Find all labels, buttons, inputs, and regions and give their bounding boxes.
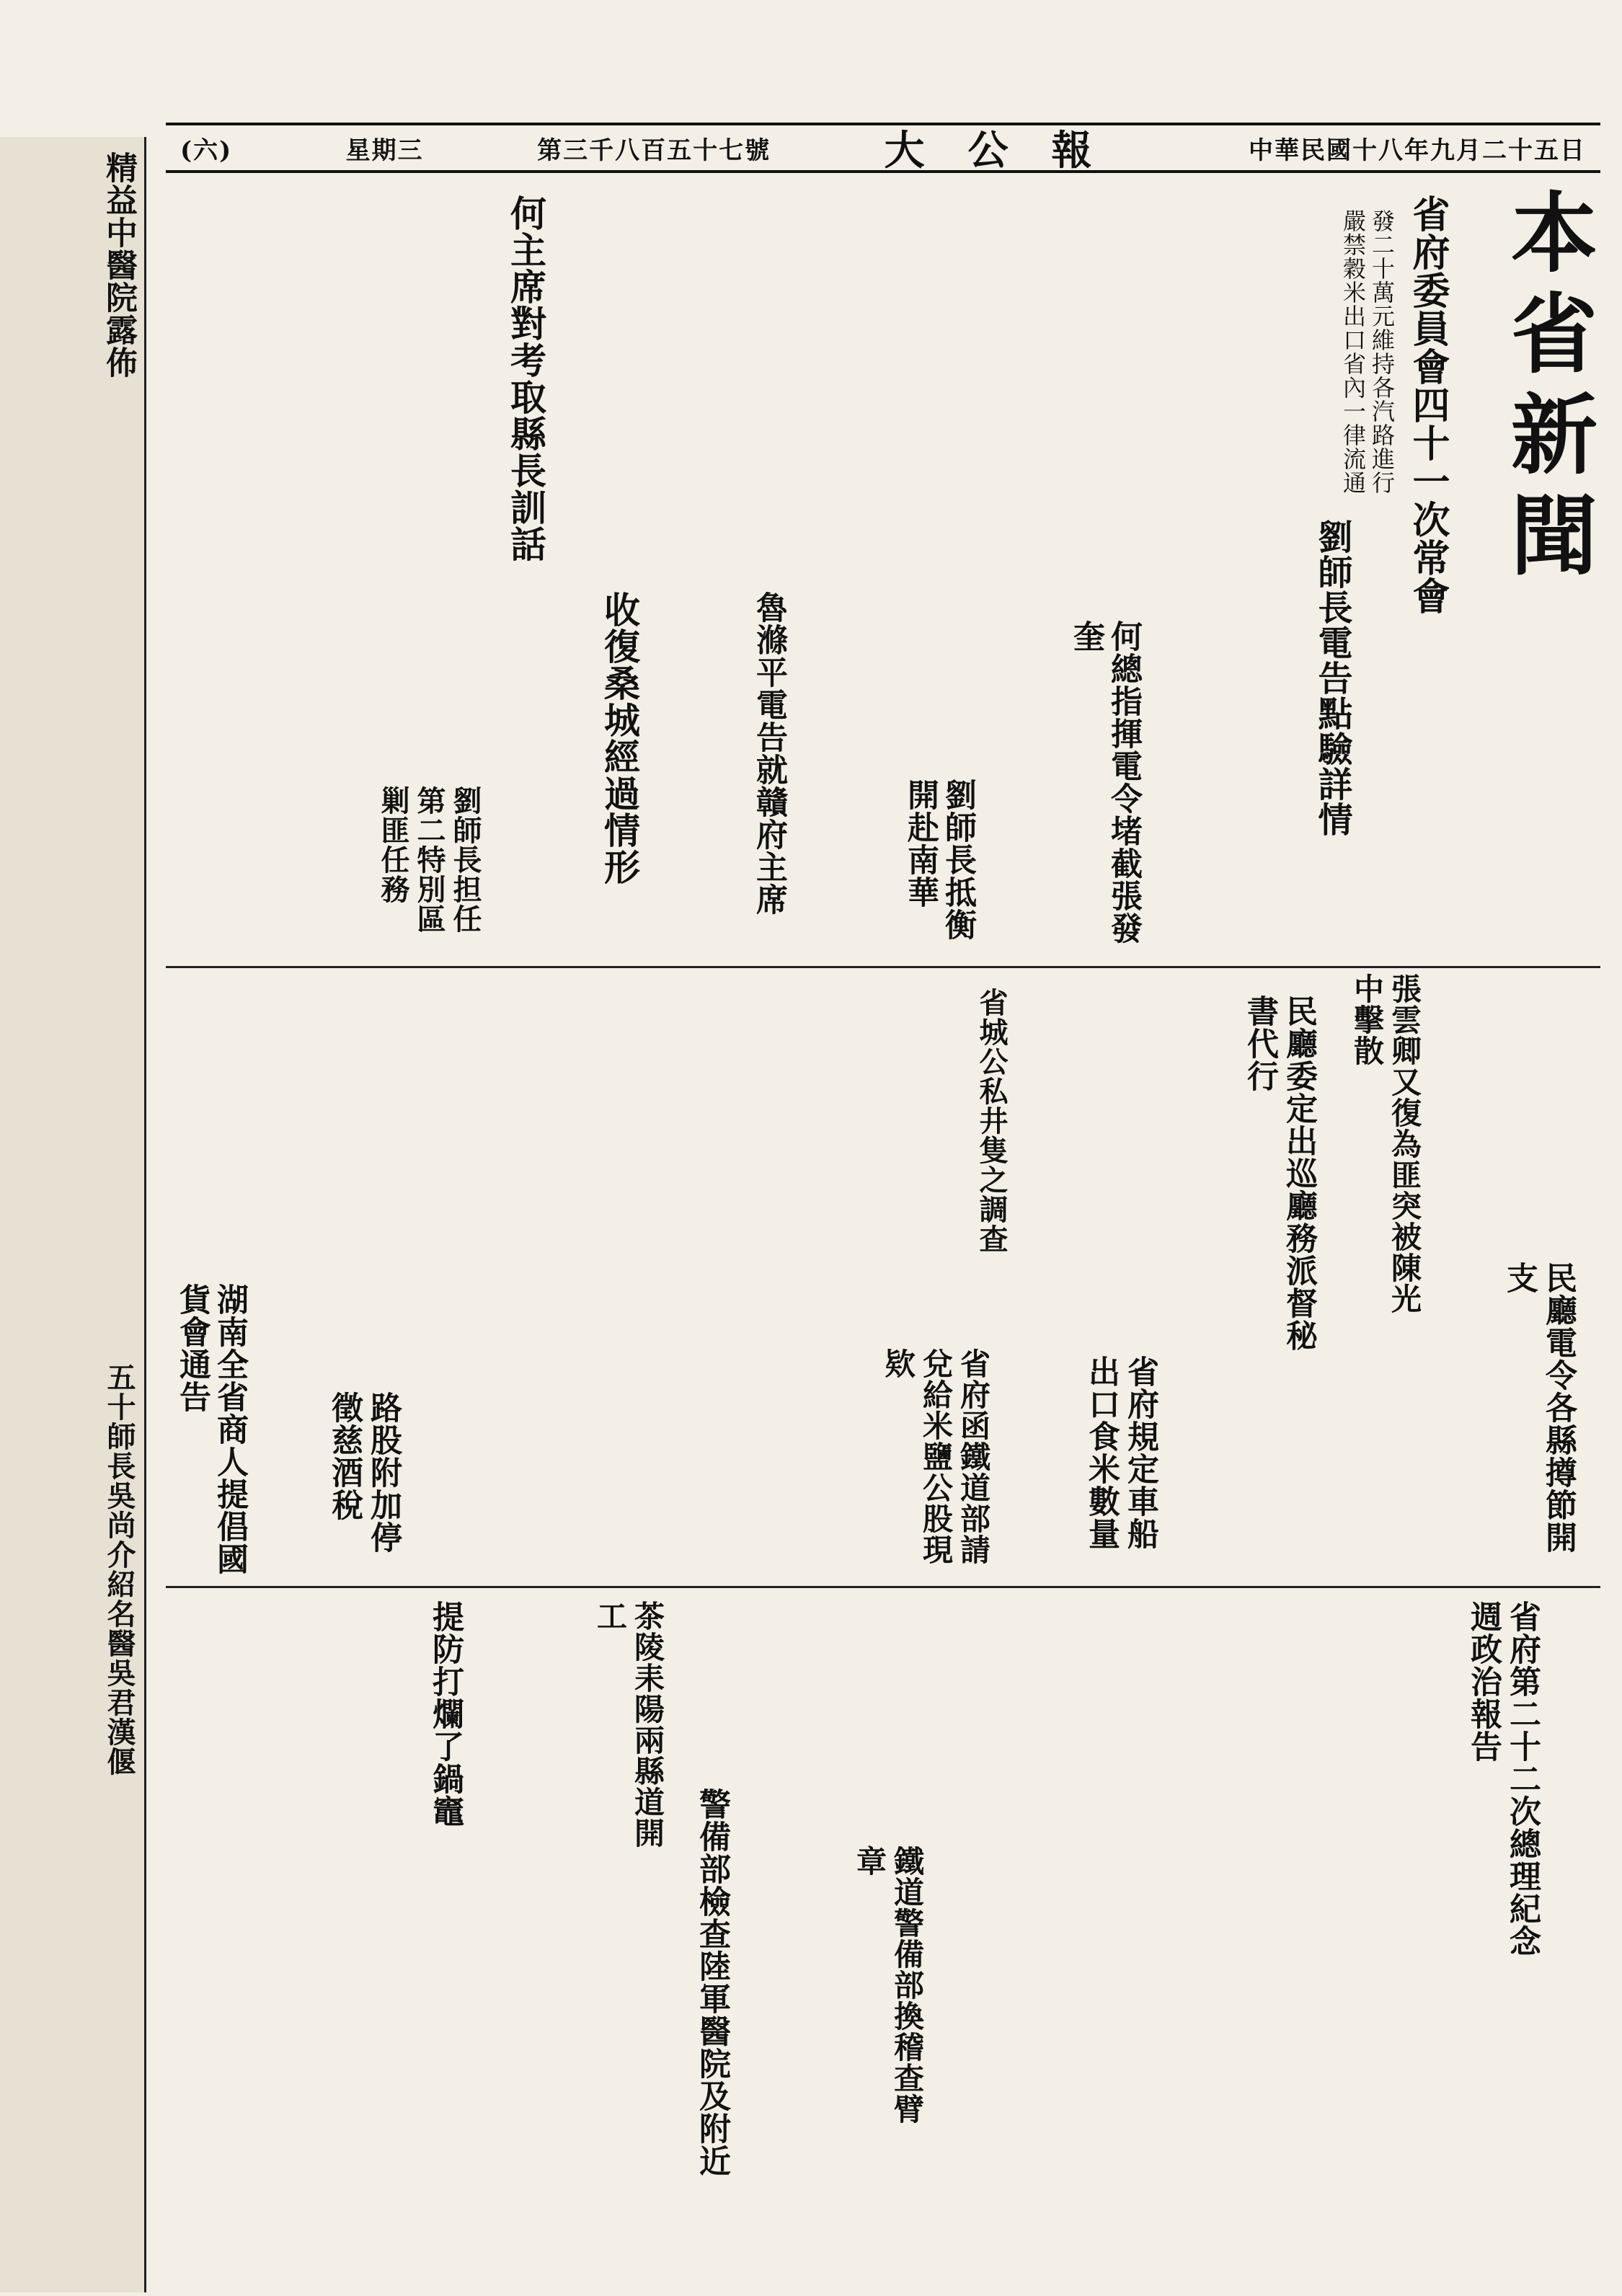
headline: 省府規定車船出口食米數量 [1083, 1355, 1158, 1550]
left-margin-ads [0, 137, 146, 2292]
headline: 魯滌平電告就贛府主席 [750, 591, 787, 916]
page-number: (六) [180, 136, 233, 165]
headline: 路股附加停徵慈酒稅 [326, 1391, 402, 1553]
headline: 民廳委定出巡廳務派督秘書代行 [1241, 995, 1317, 1352]
headline: 張雲卿又復為匪突被陳光中擊散 [1350, 973, 1422, 1314]
headline: 鐵道警備部換稽查臂章 [852, 1845, 925, 2124]
paper-title: 大公報 [884, 127, 1135, 174]
headline: 警備部檢查陸軍醫院及附近 [693, 1788, 730, 2177]
headline: 收復桑城經過情形 [598, 591, 641, 885]
headline: 省府委員會四十一次常會 [1406, 195, 1450, 615]
date-line: 中華民國十八年九月二十五日 [1249, 136, 1586, 165]
headline: 劉師長電告點驗詳情 [1312, 519, 1352, 837]
headline: 何主席對考取縣長訓話 [505, 195, 547, 562]
ad-wushang: 五十師長吳尚介紹名醫吳君漢偃 [102, 1362, 136, 1776]
headline: 提防打爛了鍋竈 [427, 1600, 464, 1827]
subhead: 嚴禁穀米出口省內一律流通 [1339, 209, 1367, 495]
headline: 省府第二十二次總理紀念週政治報告 [1465, 1600, 1541, 1957]
headline: 劉師長担任第二特別區剿匪任務 [376, 786, 482, 934]
headline: 劉師長抵衡開赴南華 [902, 779, 976, 941]
section-title: 本省新聞 [1497, 187, 1598, 591]
headline: 何總指揮電令堵截張發奎 [1068, 620, 1142, 944]
headline: 湖南全省商人提倡國貨會通告 [174, 1283, 248, 1575]
issue-number: 第三千八百五十七號 [537, 136, 771, 165]
masthead [166, 123, 1600, 173]
divider [166, 966, 1600, 968]
divider [166, 1586, 1600, 1588]
weekday: 星期三 [345, 136, 424, 165]
subhead: 發二十萬元維持各汽路進行 [1368, 209, 1396, 495]
headline: 民廳電令各縣撙節開支 [1501, 1262, 1577, 1553]
headline: 省府函鐵道部請兌給米鹽公股現欵 [881, 1348, 991, 1565]
ad-jingyi: 精益中醫院露佈 [100, 151, 137, 378]
headline: 茶陵耒陽兩縣道開工 [593, 1600, 665, 1848]
headline: 省城公私井隻之調查 [975, 988, 1009, 1254]
